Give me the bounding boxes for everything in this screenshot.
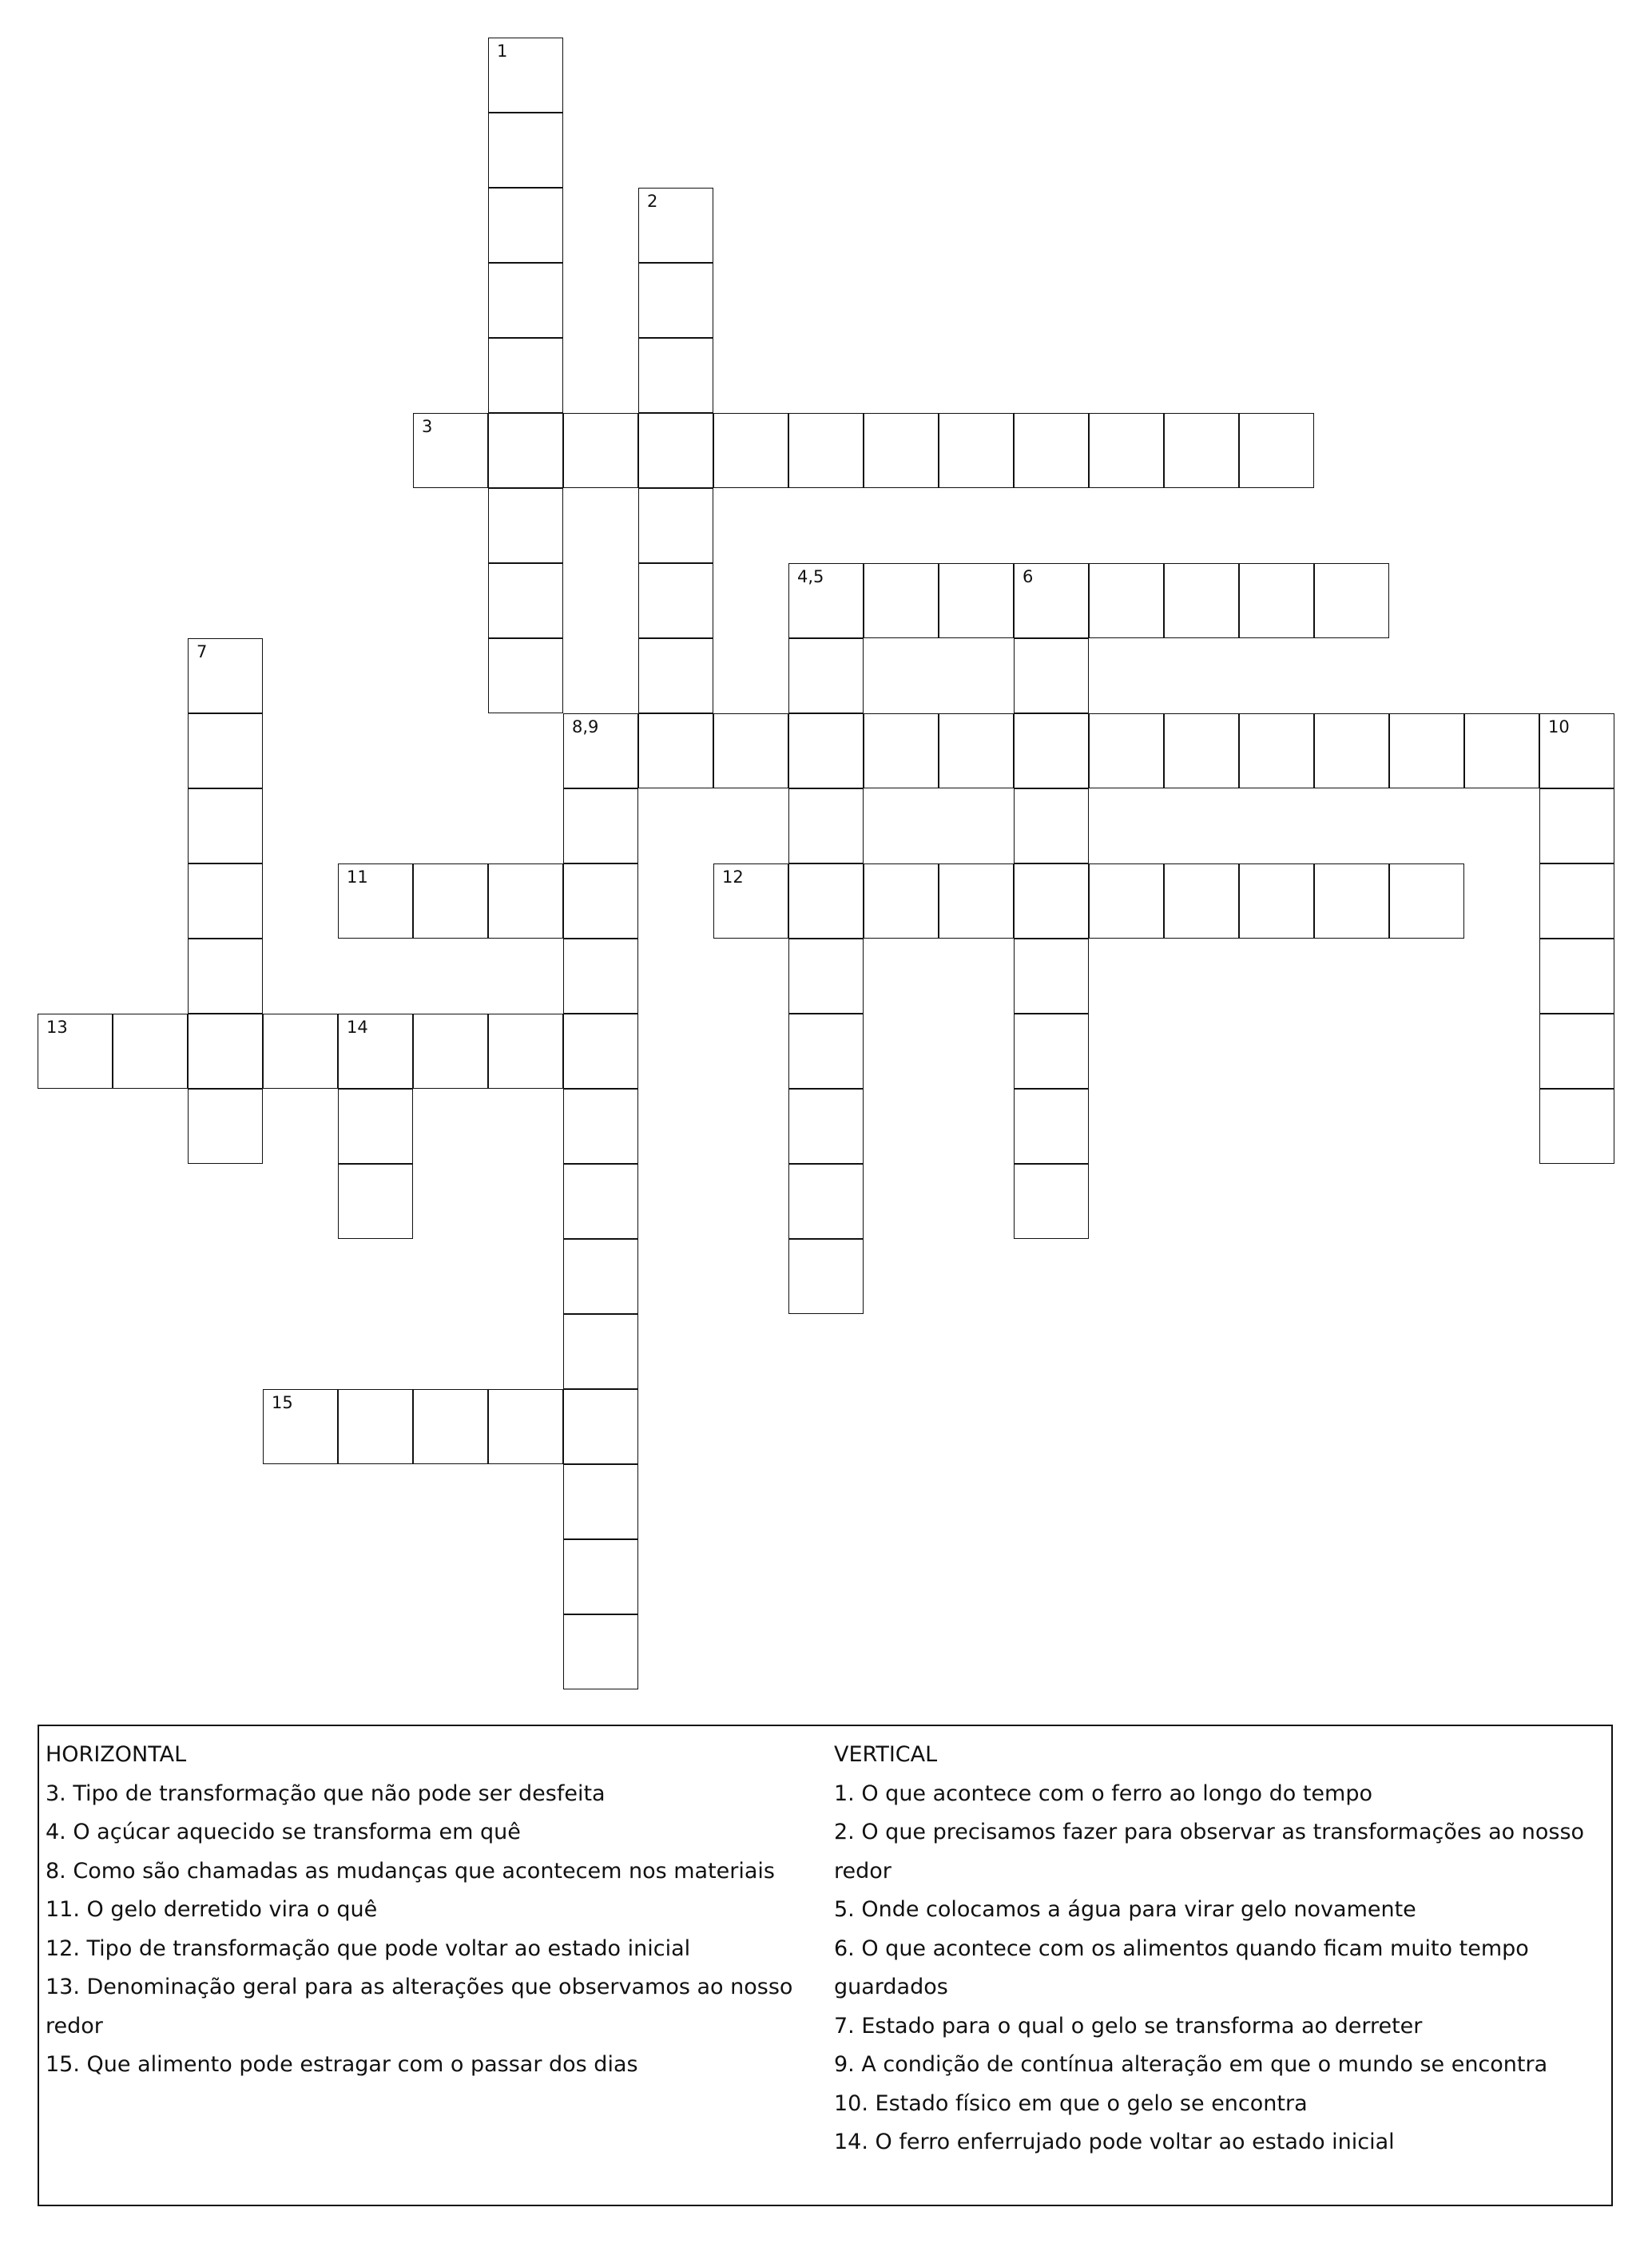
crossword-cell[interactable] [488,563,563,638]
crossword-cell[interactable] [338,1389,413,1464]
crossword-cell[interactable] [1239,563,1314,638]
crossword-cell[interactable] [338,1014,413,1089]
crossword-cell[interactable] [638,263,713,338]
crossword-cell[interactable] [1314,863,1389,939]
clue-v-14: 14. O ferro enferrujado pode voltar ao estado inicial [834,2130,1395,2154]
crossword-cell[interactable] [1089,713,1164,788]
crossword-cell[interactable] [1539,863,1614,939]
clue-h-11: 11. O gelo derretido vira o quê [46,1897,378,1922]
clue-v-10: 10. Estado físico em que o gelo se encontra [834,2090,1308,2116]
clue-number: 4,5 [797,567,824,586]
clue-h-15: 15. Que alimento pode estragar com o passar dos dias [46,2052,638,2077]
crossword-cell[interactable] [38,1014,113,1089]
crossword-cell[interactable] [939,863,1014,939]
crossword-cell[interactable] [638,638,713,713]
crossword-cell[interactable] [939,413,1014,488]
clue-h-12: 12. Tipo de transformação que pode voltar ao estado inicial [46,1935,691,1961]
crossword-cell[interactable] [1539,939,1614,1014]
crossword-cell[interactable] [563,863,638,939]
crossword-cell[interactable] [788,713,864,788]
crossword-cell[interactable] [1164,863,1239,939]
crossword-cell[interactable] [563,413,638,488]
crossword-cell[interactable] [563,939,638,1014]
clues-box [38,1725,1613,2206]
crossword-cell[interactable] [1014,1164,1089,1239]
crossword-cell[interactable] [638,563,713,638]
crossword-cell[interactable] [563,788,638,863]
crossword-cell[interactable] [1014,1089,1089,1164]
crossword-cell[interactable] [488,413,563,488]
clue-number: 10 [1548,717,1570,736]
crossword-cell[interactable] [1089,413,1164,488]
crossword-cell[interactable] [788,413,864,488]
crossword-cell[interactable] [864,863,939,939]
crossword-cell[interactable] [1014,939,1089,1014]
clue-number: 3 [422,417,433,436]
crossword-cell[interactable] [488,188,563,263]
crossword-cell[interactable] [1314,713,1389,788]
clue-v-1: 1. O que acontece com o ferro ao longo do tempo [834,1781,1372,1806]
vertical-clues [834,1736,1601,2162]
crossword-cell[interactable] [788,1164,864,1239]
crossword-cell[interactable] [488,863,563,939]
crossword-cell[interactable] [1239,413,1314,488]
crossword-cell[interactable] [488,38,563,113]
crossword-cell[interactable] [638,713,713,788]
horizontal-clues [46,1736,812,2085]
crossword-cell[interactable] [563,713,638,788]
crossword-cell[interactable] [638,413,713,488]
crossword-cell[interactable] [1014,713,1089,788]
crossword-cell[interactable] [788,788,864,863]
crossword-cell[interactable] [788,563,864,638]
crossword-cell[interactable] [188,713,263,788]
crossword-cell[interactable] [1089,563,1164,638]
crossword-cell[interactable] [939,563,1014,638]
vertical-title: VERTICAL [834,1742,938,1767]
crossword-cell[interactable] [188,1089,263,1164]
crossword-cell[interactable] [713,413,788,488]
crossword-cell[interactable] [1014,788,1089,863]
clue-h-13: 13. Denominação geral para as alterações que observamos ao nosso redor [46,1975,793,2039]
crossword-cell[interactable] [788,1089,864,1164]
clue-number: 14 [347,1018,368,1037]
clue-number: 13 [46,1018,68,1037]
crossword-cell[interactable] [1014,638,1089,713]
crossword-cell[interactable] [713,713,788,788]
clue-number: 6 [1023,567,1034,586]
clue-h-8: 8. Como são chamadas as mudanças que acontecem nos materiais [46,1858,776,1884]
crossword-cell[interactable] [488,338,563,413]
crossword-cell[interactable] [1089,863,1164,939]
crossword-cell[interactable] [488,638,563,713]
crossword-cell[interactable] [638,338,713,413]
crossword-cell[interactable] [563,1089,638,1164]
crossword-cell[interactable] [263,1389,338,1464]
crossword-cell[interactable] [188,788,263,863]
clue-number: 8,9 [572,717,599,736]
crossword-cell[interactable] [1389,863,1464,939]
clue-number: 2 [647,192,658,211]
crossword-cell[interactable] [563,1614,638,1689]
crossword-cell[interactable] [1164,413,1239,488]
clue-v-7: 7. Estado para o qual o gelo se transforma ao derreter [834,2013,1423,2039]
crossword-cell[interactable] [488,488,563,563]
clue-number: 12 [722,867,744,887]
clue-v-2: 2. O que precisamos fazer para observar as transformações ao nosso redor [834,1820,1585,1884]
crossword-cell[interactable] [1164,563,1239,638]
clue-h-3: 3. Tipo de transformação que não pode ser desfeita [46,1781,606,1806]
crossword-cell[interactable] [1539,1014,1614,1089]
crossword-cell[interactable] [788,1014,864,1089]
crossword-cell[interactable] [1014,1014,1089,1089]
crossword-cell[interactable] [638,188,713,263]
crossword-cell[interactable] [1539,713,1614,788]
crossword-cell[interactable] [939,713,1014,788]
crossword-cell[interactable] [788,1239,864,1314]
crossword-cell[interactable] [713,863,788,939]
clue-number: 15 [272,1393,293,1412]
clue-number: 11 [347,867,368,887]
crossword-cell[interactable] [488,113,563,188]
crossword-cell[interactable] [1464,713,1539,788]
crossword-cell[interactable] [338,863,413,939]
crossword-cell[interactable] [188,939,263,1014]
crossword-cell[interactable] [788,638,864,713]
clue-v-9: 9. A condição de contínua alteração em que o mundo se encontra [834,2052,1548,2077]
crossword-cell[interactable] [1164,713,1239,788]
clue-number: 1 [497,42,508,61]
clue-v-5: 5. Onde colocamos a água para virar gelo novamente [834,1897,1416,1922]
crossword-cell[interactable] [563,1239,638,1314]
crossword-cell[interactable] [413,1014,488,1089]
crossword-cell[interactable] [563,1164,638,1239]
crossword-cell[interactable] [788,939,864,1014]
crossword-cell[interactable] [864,563,939,638]
crossword-cell[interactable] [338,1089,413,1164]
crossword-cell[interactable] [788,863,864,939]
crossword-cell[interactable] [338,1164,413,1239]
horizontal-title: HORIZONTAL [46,1742,187,1767]
crossword-cell[interactable] [188,1014,263,1089]
crossword-cell[interactable] [1239,713,1314,788]
crossword-cell[interactable] [563,1464,638,1539]
crossword-cell[interactable] [1314,563,1389,638]
crossword-cell[interactable] [1014,863,1089,939]
crossword-cell[interactable] [413,1389,488,1464]
crossword-cell[interactable] [488,1014,563,1089]
crossword-cell[interactable] [413,413,488,488]
crossword-cell[interactable] [1239,863,1314,939]
crossword-cell[interactable] [563,1014,638,1089]
crossword-cell[interactable] [488,263,563,338]
crossword-cell[interactable] [1014,413,1089,488]
crossword-cell[interactable] [1539,788,1614,863]
crossword-cell[interactable] [188,638,263,713]
crossword-cell[interactable] [563,1314,638,1389]
crossword-cell[interactable] [1539,1089,1614,1164]
crossword-cell[interactable] [1389,713,1464,788]
crossword-cell[interactable] [413,863,488,939]
crossword-cell[interactable] [488,1389,563,1464]
crossword-cell[interactable] [864,413,939,488]
clue-v-6: 6. O que acontece com os alimentos quando ficam muito tempo guardados [834,1935,1529,1999]
crossword-cell[interactable] [638,488,713,563]
crossword-cell[interactable] [113,1014,188,1089]
clue-number: 7 [197,642,208,661]
clue-h-4: 4. O açúcar aquecido se transforma em quê [46,1820,521,1844]
crossword-cell[interactable] [263,1014,338,1089]
crossword-cell[interactable] [864,713,939,788]
crossword-cell[interactable] [1014,563,1089,638]
crossword-cell[interactable] [188,863,263,939]
crossword-cell[interactable] [563,1539,638,1614]
crossword-cell[interactable] [563,1389,638,1464]
